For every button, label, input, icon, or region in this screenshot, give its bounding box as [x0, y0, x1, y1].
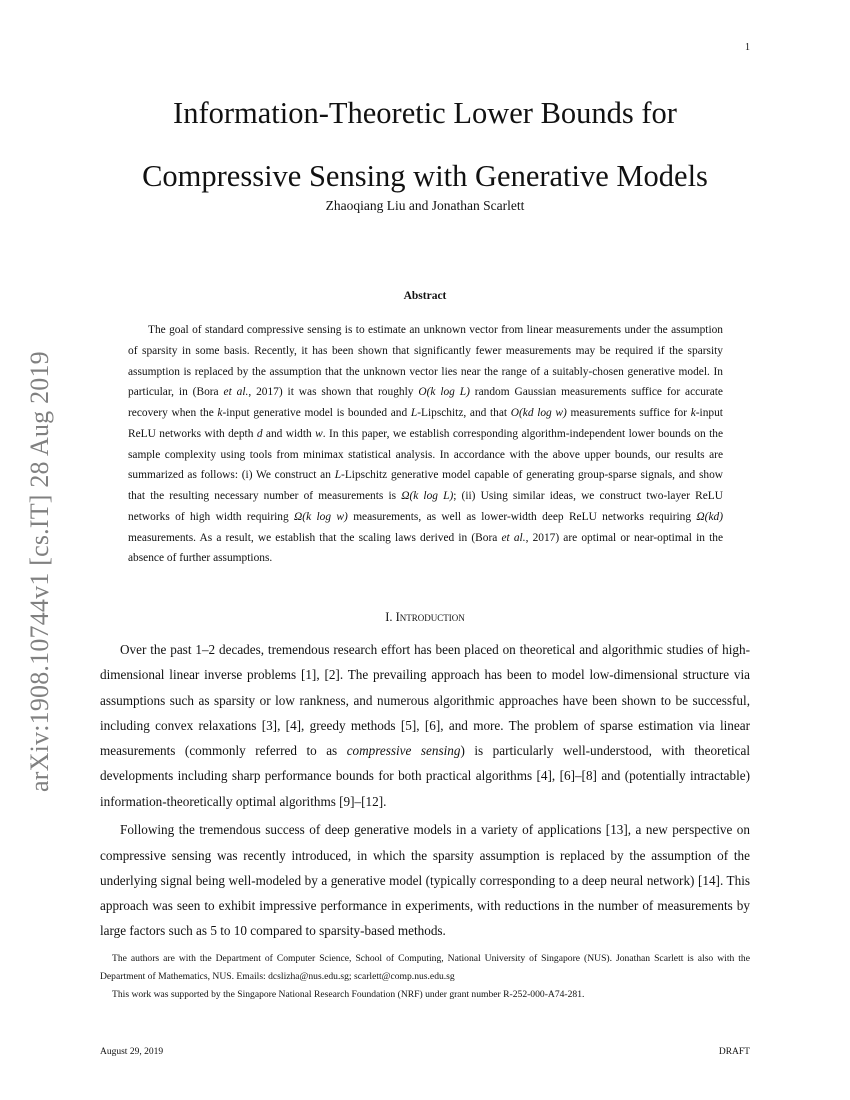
paper-title — [0, 82, 850, 208]
title-line-1: Information-Theoretic Lower Bounds for — [173, 96, 677, 130]
footnotes — [100, 950, 750, 1004]
footer-date: August 29, 2019 — [100, 1047, 164, 1057]
abstract-body — [128, 320, 723, 569]
section-heading-introduction: I. Introduction — [385, 610, 465, 624]
intro-paragraph-2: Following the tremendous success of deep generative models in a variety of applications [13], a new perspective on compressive sensing was recently introduced, in which the sparsity assumption is replaced by the assumption of the underlying signal being well-modeled by a generative model (typically corresponding to a deep neural network) [14]. This approach was seen to exhibit impressive performance in experiments, with reductions in the number of measurements by large factors such as 5 to 10 compared to sparsity-based methods. — [100, 822, 750, 939]
abstract-heading: Abstract — [403, 290, 447, 302]
arxiv-watermark: arXiv:1908.10744v1 [cs.IT] 28 Aug 2019 — [25, 351, 54, 792]
title-line-2: Compressive Sensing with Generative Models — [142, 159, 708, 193]
footnote-funding: This work was supported by the Singapore National Research Foundation (NRF) under grant number R-252-000-A74-281. — [112, 989, 585, 1000]
introduction-body — [100, 637, 750, 947]
footer-draft-label: DRAFT — [718, 1047, 750, 1057]
page-number: 1 — [745, 42, 750, 53]
abstract-paragraph: The goal of standard compressive sensing is to estimate an unknown vector from linear measurements under the assumption of sparsity in some basis. Recently, it has been shown that significantly fewer measurements may be required if the sparsity assumption is replaced by the assumption that the unknown vector lies near the range of a suitably-chosen generative model. In particular, in (Bora et al., 2017) it was shown that roughly O(k log L) random Gaussian measurements suffice for accurate recovery when the k-input generative model is bounded and L-Lipschitz, and that O(kd log w) measurements suffice for k-input ReLU networks with depth d and width w. In this paper, we establish corresponding algorithm-independent lower bounds on the sample complexity using tools from minimax statistical analysis. In accordance with the above upper bounds, our results are summarized as follows: (i) We construct an L-Lipschitz generative model capable of generating group-sparse signals, and show that the resulting necessary number of measurements is Ω(k log L); (ii) Using similar ideas, we construct two-layer ReLU networks of high width requiring Ω(k log w) measurements, as well as lower-width deep ReLU networks requiring Ω(kd) measurements. As a result, we establish that the scaling laws derived in (Bora et al., 2017) are optimal or near-optimal in the absence of further assumptions. — [128, 324, 724, 565]
authors: Zhaoqiang Liu and Jonathan Scarlett — [325, 198, 525, 213]
intro-paragraph-1: Over the past 1–2 decades, tremendous research effort has been placed on theoretical and algorithmic studies of high-dimensional linear inverse problems [1], [2]. The prevailing approach has been to model low-dimensional structure via assumptions such as sparsity or low rankness, and numerous algorithmic approaches have been shown to be successful, including convex relaxations [3], [4], greedy methods [5], [6], and more. The problem of sparse estimation via linear measurements (commonly referred to as compressive sensing) is particularly well-understood, with theoretical developments including sharp performance bounds for both practical algorithms [4], [6]–[8] and (potentially intractable) information-theoretically optimal algorithms [9]–[12]. — [100, 642, 750, 809]
footnote-affiliation: The authors are with the Department of Computer Science, School of Computing, National University of Singapore (NUS). Jonathan Scarlett is also with the Department of Mathematics, NUS. Emails: dcslizha@nus.edu.sg; scarlett@comp.nus.edu.sg — [100, 953, 750, 982]
